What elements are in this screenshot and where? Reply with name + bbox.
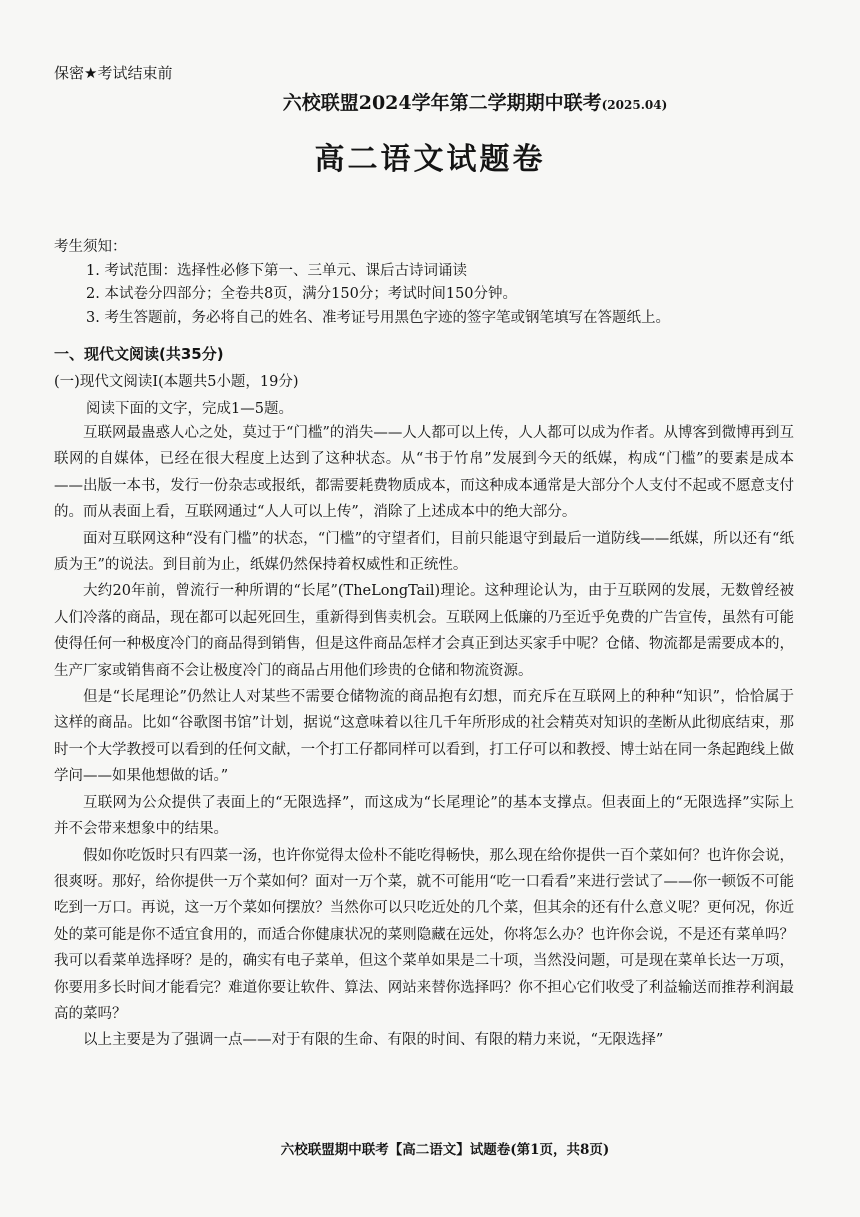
section-title: 一、现代文阅读(共35分) [54,345,224,363]
passage-paragraph: 但是“长尾理论”仍然让人对某些不需要仓储物流的商品抱有幻想，而充斥在互联网上的种种“知识”，恰恰属于这样的商品。比如“谷歌图书馆”计划，据说“这意味着以往几千年所形成的社会精英对知识的垄断从此彻底结束，那时一个大学教授可以看到的任何文献，一个打工仔都同样可以看到，打工仔可以和教授、博士站在同一条起跑线上做学问——如果他想做的话。” [54,689,794,785]
subsection-title: (一)现代文阅读I(本题共5小题，19分) [54,374,299,390]
reading-passage [54,420,794,1054]
passage-paragraph: 互联网为公众提供了表面上的“无限选择”，而这成为“长尾理论”的基本支撑点。但表面上的“无限选择”实际上并不会带来想象中的结果。 [54,794,794,838]
paper-title: 高二语文试题卷 [314,142,546,177]
reading-instruction: 阅读下面的文字，完成1—5题。 [86,401,293,417]
notice-heading: 考生须知： [54,239,127,255]
passage-paragraph: 以上主要是为了强调一点——对于有限的生命、有限的时间、有限的精力来说，“无限选择” [83,1032,664,1049]
exam-title [0,88,860,115]
exam-date: (2025.04) [601,98,668,112]
confidential-label: 保密★考试结束前 [54,64,173,82]
passage-paragraph: 大约20年前，曾流行一种所谓的“长尾”(TheLongTail)理论。这种理论认为，由于互联网的发展，无数曾经被人们冷落的商品，现在都可以起死回生，重新得到售卖机会。互联网上低廉的乃至近乎免费的广告宣传，虽然有可能使得任何一种极度冷门的商品得到销售，但是这件商品怎样才会真正到达买家手中呢？仓储、物流都是需要成本的，生产厂家或销售商不会让极度冷门的商品占用他们珍贵的仓储和物流资源。 [54,583,794,679]
passage-paragraph: 互联网最蛊惑人心之处，莫过于“门槛”的消失——人人都可以上传，人人都可以成为作者。从博客到微博再到互联网的自媒体，已经在很大程度上达到了这种状态。从“书于竹帛”发展到今天的纸媒，构成“门槛”的要素是成本——出版一本书，发行一份杂志或报纸，都需要耗费物质成本，而这种成本通常是大部分个人支付不起或不愿意支付的。而从表面上看，互联网通过“人人可以上传”，消除了上述成本中的绝大部分。 [54,425,794,521]
passage-paragraph: 假如你吃饭时只有四菜一汤，也许你觉得太俭朴不能吃得畅快，那么现在给你提供一百个菜如何？也许你会说，很爽呀。那好，给你提供一万个菜如何？面对一万个菜，就不可能用“吃一口看看”来进行尝试了——你一顿饭不可能吃到一万口。再说，这一万个菜如何摆放？当然你可以只吃近处的几个菜，但其余的还有什么意义呢？更何况，你近处的菜可能是你不适宜食用的，而适合你健康状况的菜则隐藏在远处，你将怎么办？也许你会说，不是还有菜单吗？我可以看菜单选择呀？是的，确实有电子菜单，但这个菜单如果是二十项，当然没问题，可是现在菜单长达一万项，你要用多长时间才能看完？难道你要让软件、算法、网站来替你选择吗？你不担心它们收受了利益输送而推荐利润最高的菜吗？ [54,847,794,1022]
passage-paragraph: 面对互联网这种“没有门槛”的状态，“门槛”的守望者们，目前只能退守到最后一道防线——纸媒，所以还有“纸质为王”的说法。到目前为止，纸媒仍然保持着权威性和正统性。 [54,530,794,574]
notice-item: 3. 考生答题前，务必将自己的姓名、准考证号用黑色字迹的签字笔或钢笔填写在答题纸上。 [86,309,670,326]
candidate-notice [54,236,834,330]
notice-item: 2. 本试卷分四部分；全卷共8页，满分150分；考试时间150分钟。 [86,286,518,302]
notice-item: 1. 考试范围：选择性必修下第一、三单元、课后古诗词诵读 [86,262,467,279]
exam-title-text: 六校联盟2024学年第二学期期中联考 [282,92,602,114]
page-footer: 六校联盟期中联考【高二语文】试题卷(第1页，共8页) [280,1142,610,1158]
